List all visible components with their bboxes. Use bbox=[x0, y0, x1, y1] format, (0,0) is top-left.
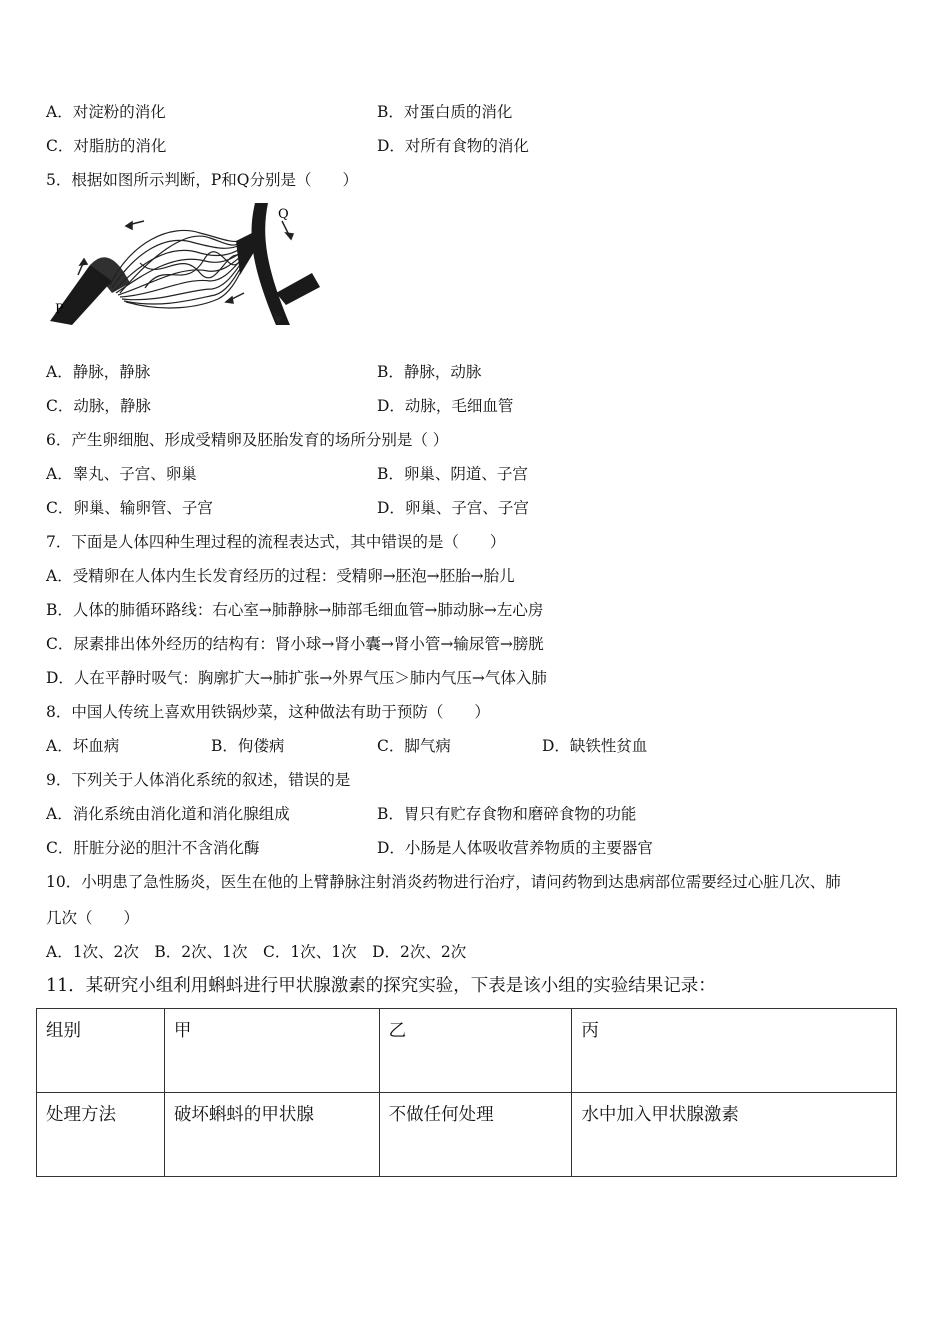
q7-stem: 7．下面是人体四种生理过程的流程表达式，其中错误的是（ ） bbox=[46, 533, 506, 551]
table-row bbox=[37, 1009, 897, 1093]
q8-option-a: A．坏血病 bbox=[46, 737, 120, 755]
q9-option-d: D．小肠是人体吸收营养物质的主要器官 bbox=[377, 839, 653, 857]
table-cell: 水中加入甲状腺激素 bbox=[572, 1093, 897, 1177]
q9-option-c: C．肝脏分泌的胆汁不含消化酶 bbox=[46, 839, 260, 857]
q4-option-b: B．对蛋白质的消化 bbox=[377, 103, 513, 121]
table-row bbox=[37, 1093, 897, 1177]
q10-options: A．1次、2次 B．2次、1次 C．1次、1次 D．2次、2次 bbox=[46, 943, 467, 961]
q9-stem: 9．下列关于人体消化系统的叙述，错误的是 bbox=[46, 771, 351, 789]
q4-option-d: D．对所有食物的消化 bbox=[377, 137, 529, 155]
q6-option-b: B．卵巢、阴道、子宫 bbox=[377, 465, 528, 483]
q6-option-c: C．卵巢、输卵管、子宫 bbox=[46, 499, 213, 517]
q7-option-a: A．受精卵在人体内生长发育经历的过程：受精卵→胚泡→胚胎→胎儿 bbox=[46, 567, 515, 585]
q9-option-a: A．消化系统由消化道和消化腺组成 bbox=[46, 805, 290, 823]
capillary-bundle bbox=[110, 230, 240, 308]
table-header-cell: 丙 bbox=[572, 1009, 897, 1093]
q8-stem: 8．中国人传统上喜欢用铁锅炒菜，这种做法有助于预防（ ） bbox=[46, 703, 490, 721]
q4-option-a: A．对淀粉的消化 bbox=[46, 103, 166, 121]
q7-option-b: B．人体的肺循环路线：右心室→肺静脉→肺部毛细血管→肺动脉→左心房 bbox=[46, 601, 544, 619]
q10-stem-line2: 几次（ ） bbox=[46, 909, 140, 927]
q7-option-d: D．人在平静时吸气：胸廓扩大→肺扩张→外界气压＞肺内气压→气体入肺 bbox=[46, 669, 547, 687]
q8-option-b: B．佝偻病 bbox=[211, 737, 285, 755]
q7-option-c: C．尿素排出体外经历的结构有：肾小球→肾小囊→肾小管→输尿管→膀胱 bbox=[46, 635, 544, 653]
label-q: Q bbox=[278, 207, 289, 222]
q8-option-d: D．缺铁性贫血 bbox=[542, 737, 648, 755]
q9-option-b: B．胃只有贮存食物和磨碎食物的功能 bbox=[377, 805, 637, 823]
q6-option-d: D．卵巢、子宫、子宫 bbox=[377, 499, 529, 517]
table-header-cell: 组别 bbox=[37, 1009, 165, 1093]
q5-stem: 5．根据如图所示判断，P和Q分别是（ ） bbox=[46, 171, 358, 189]
q6-stem: 6．产生卵细胞、形成受精卵及胚胎发育的场所分别是（ ） bbox=[46, 431, 449, 449]
q8-option-c: C．脚气病 bbox=[377, 737, 451, 755]
q5-option-c: C．动脉，静脉 bbox=[46, 397, 151, 415]
table-cell: 处理方法 bbox=[37, 1093, 165, 1177]
table-header-cell: 乙 bbox=[379, 1009, 572, 1093]
label-p: P bbox=[55, 302, 64, 317]
q5-option-b: B．静脉，动脉 bbox=[377, 363, 482, 381]
q6-option-a: A．睾丸、子宫、卵巢 bbox=[46, 465, 197, 483]
table-header-cell: 甲 bbox=[164, 1009, 379, 1093]
q11-results-table bbox=[36, 1008, 897, 1177]
q11-stem: 11．某研究小组利用蝌蚪进行甲状腺激素的探究实验，下表是该小组的实验结果记录： bbox=[46, 976, 716, 996]
q5-option-a: A．静脉，静脉 bbox=[46, 363, 151, 381]
q10-stem-line1: 10．小明患了急性肠炎，医生在他的上臂静脉注射消炎药物进行治疗，请问药物到达患病部位需要经过心脏几次、肺 bbox=[46, 873, 841, 891]
table-cell: 破坏蝌蚪的甲状腺 bbox=[164, 1093, 379, 1177]
capillary-network-figure bbox=[50, 203, 320, 325]
q4-option-c: C．对脂肪的消化 bbox=[46, 137, 167, 155]
table-cell: 不做任何处理 bbox=[379, 1093, 572, 1177]
q5-option-d: D．动脉，毛细血管 bbox=[377, 397, 514, 415]
